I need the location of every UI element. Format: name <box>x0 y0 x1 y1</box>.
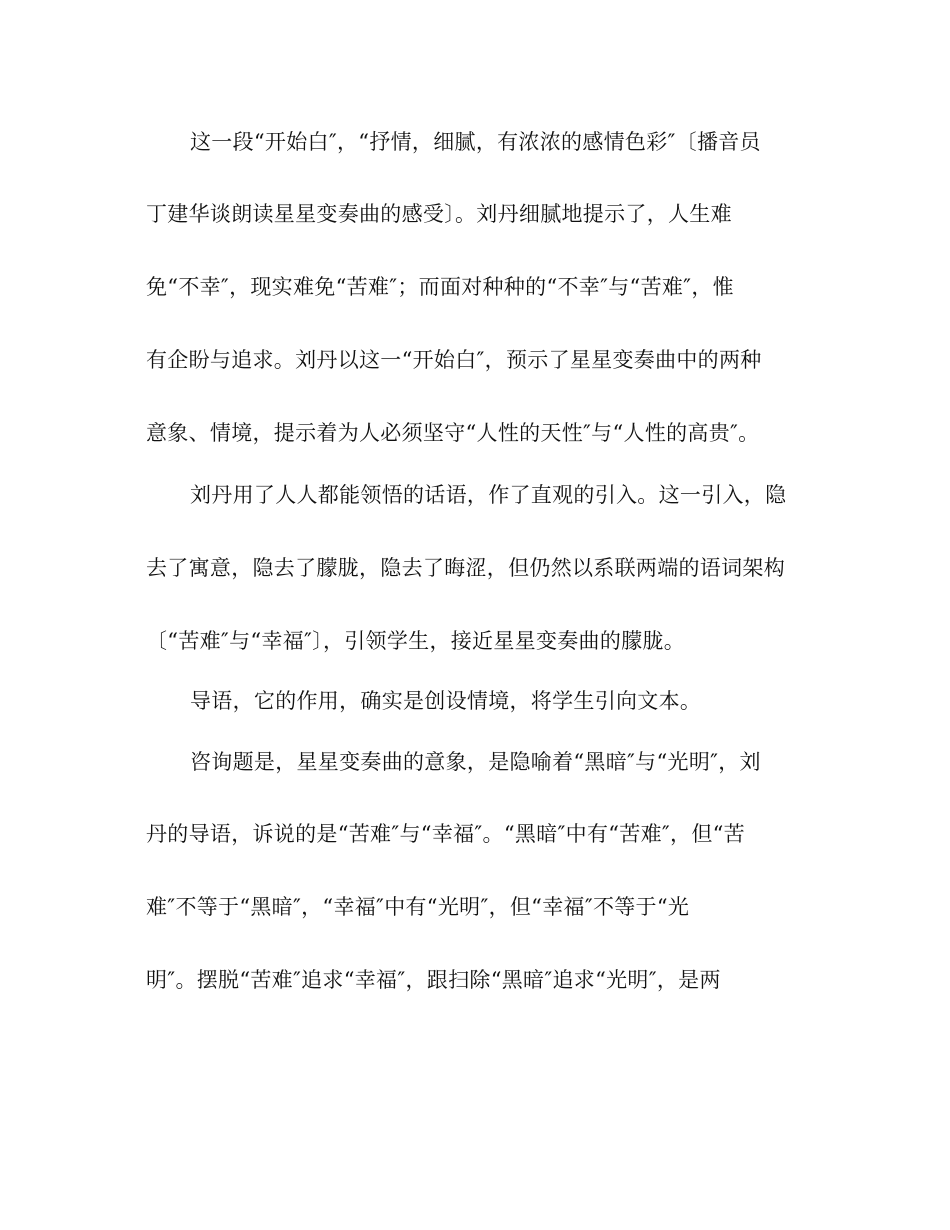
paragraph-line-9: 导语，它的作用，确实是创设情境，将学生引向文本。 <box>190 689 702 713</box>
paragraph-line-5: 意象、情境，提示着为人必须坚守“人性的天性″与“人性的高贵″。 <box>146 421 760 445</box>
paragraph-line-6: 刘丹用了人人都能领悟的话语，作了直观的引入。这一引入，隐 <box>190 483 787 507</box>
paragraph-line-11: 丹的导语，诉说的是“苦难″与“幸福″。“黑暗″中有“苦难″，但“苦 <box>146 822 745 846</box>
paragraph-line-1: 这一段“开始白″，“抒情，细腻，有浓浓的感情色彩″〔播音员 <box>190 130 761 154</box>
paragraph-line-3: 免“不幸″，现实难免“苦难″；而面对种种的“不幸″与“苦难″，惟 <box>146 275 734 299</box>
paragraph-line-4: 有企盼与追求。刘丹以这一“开始白″，预示了星星变奏曲中的两种 <box>146 348 762 372</box>
paragraph-line-12: 难″不等于“黑暗″，“幸福″中有“光明″，但“幸福″不等于“光 <box>146 895 690 919</box>
paragraph-line-2: 丁建华谈朗读星星变奏曲的感受〕。刘丹细腻地提示了，人生难 <box>146 202 732 226</box>
paragraph-line-8: 〔“苦难″与“幸福″〕，引领学生，接近星星变奏曲的朦胧。 <box>146 629 686 653</box>
paragraph-line-7: 去了寓意，隐去了朦胧，隐去了晦涩，但仍然以系联两端的语词架构 <box>146 556 785 580</box>
paragraph-line-13: 明″。摆脱“苦难″追求“幸福″，跟扫除“黑暗″追求“光明″，是两 <box>146 968 721 992</box>
paragraph-line-10: 咨询题是，星星变奏曲的意象，是隐喻着“黑暗″与“光明″，刘 <box>190 750 761 774</box>
